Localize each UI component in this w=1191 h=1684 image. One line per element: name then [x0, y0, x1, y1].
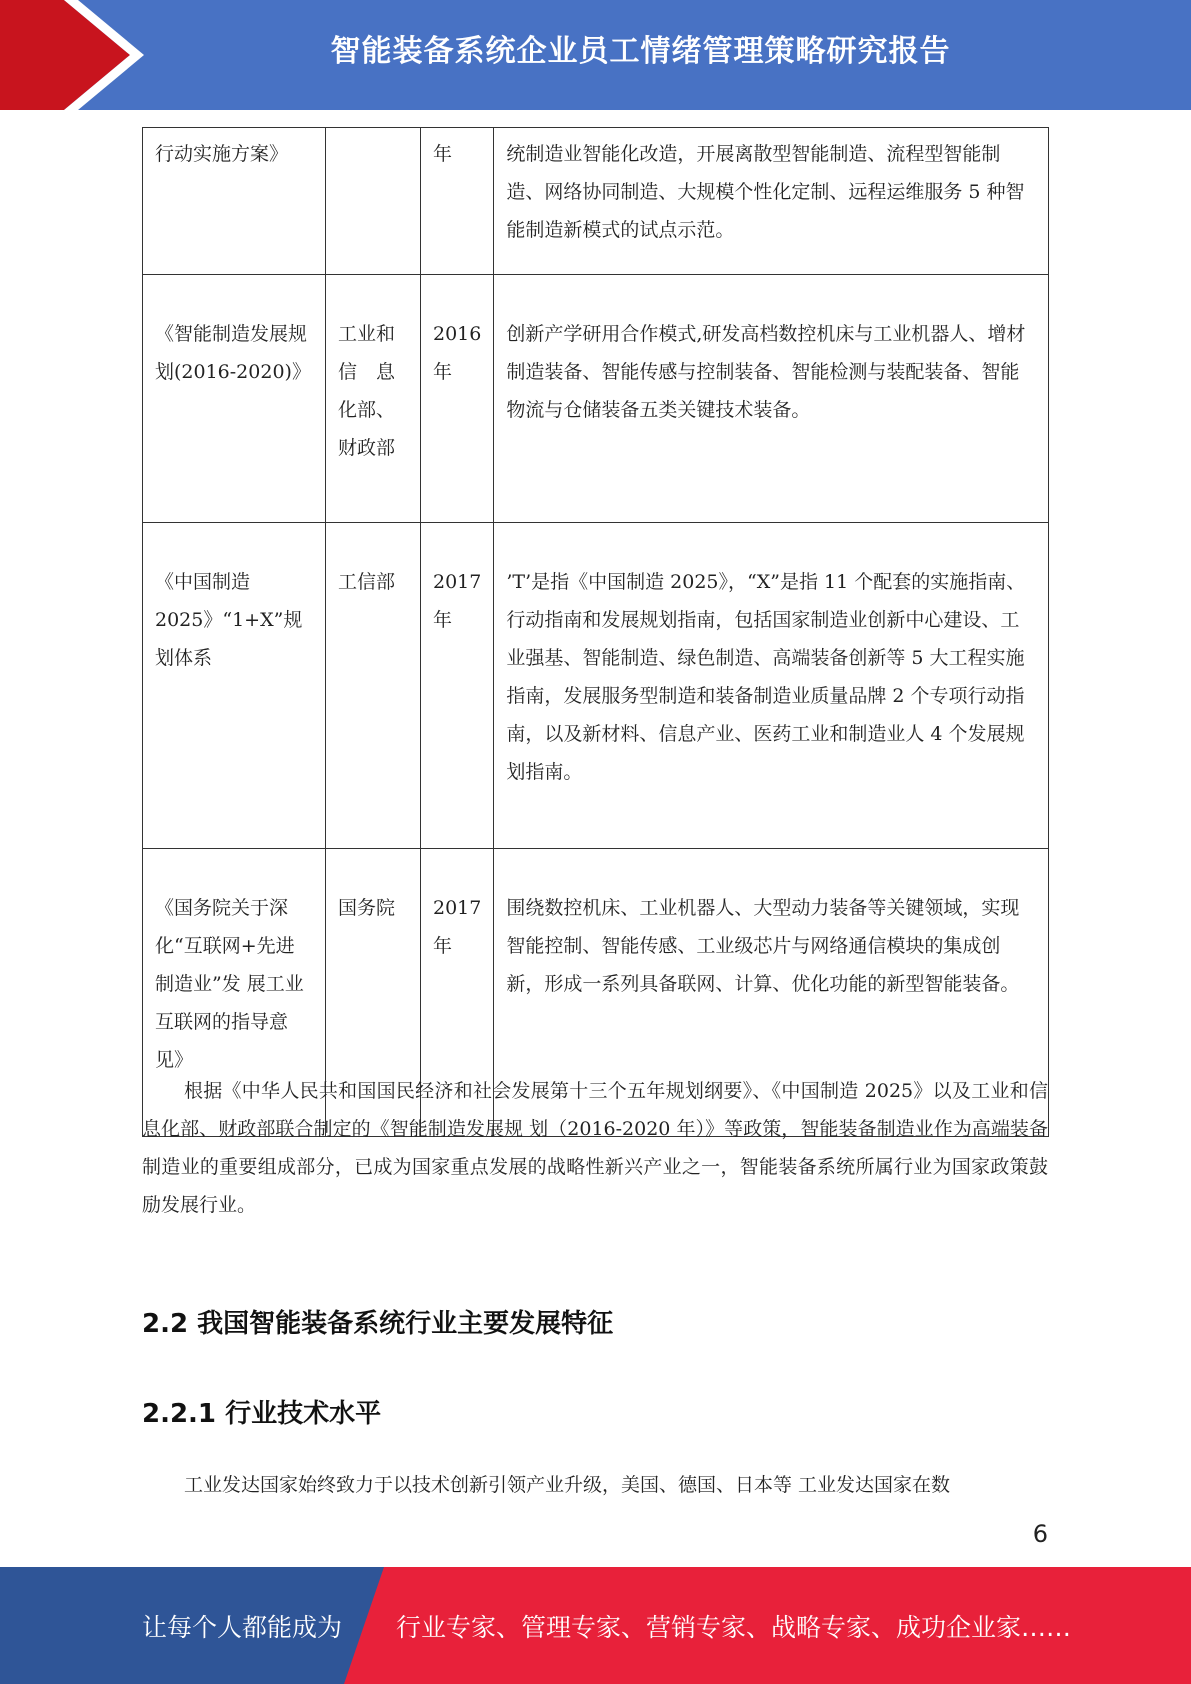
- section-heading: 2.2 我国智能装备系统行业主要发展特征: [142, 1309, 614, 1339]
- policy-summary-paragraph: 根据《中华人民共和国国民经济和社会发展第十三个五年规划纲要》、《中国制造 2025》以及工业和信息化部、财政部联合制定的《智能制造发展规 划（2016-2020 年）》等政策，智能装备制造业作为高端装备制造业的重要组成部分，已成为国家重点发展的战略性新兴产业之一，智能装备系统所属行业为国家政策鼓励发展行业。: [142, 1080, 1048, 1216]
- year-cell: 2017 年: [421, 849, 494, 1137]
- content-cell: 围绕数控机床、工业机器人、大型动力装备等关键领域，实现智能控制、智能传感、工业级芯片与网络通信模块的集成创新，形成一系列具备联网、计算、优化功能的新型智能装备。: [494, 849, 1049, 1137]
- technology-paragraph: 工业发达国家始终致力于以技术创新引领产业升级，美国、德国、日本等 工业发达国家在数: [184, 1474, 951, 1496]
- content-cell: ’T’是指《中国制造 2025》，“X”是指 11 个配套的实施指南、行动指南和发展规划指南，包括国家制造业创新中心建设、工业强基、智能制造、绿色制造、高端装备创新等 5 大工程实施指南，发展服务型制造和装备制造业质量品牌 2 个专项行动指南，以及新材料、信息产业、医药工业和制造业人 4 个发展规划指南。: [494, 523, 1049, 849]
- table-row: [143, 523, 1049, 849]
- footer-slogan-left: 让每个人都能成为: [142, 1613, 343, 1642]
- report-title: 智能装备系统企业员工情绪管理策略研究报告: [330, 34, 951, 69]
- page-number: 6: [1032, 1520, 1048, 1548]
- policy-name-cell: 《国务院关于深化“互联网+先进制造业”发 展工业互联网的指导意见》: [143, 849, 326, 1137]
- content-cell: 创新产学研用合作模式,研发高档数控机床与工业机器人、增材制造装备、智能传感与控制装备、智能检测与装配装备、智能物流与仓储装备五类关键技术装备。: [494, 275, 1049, 523]
- issuer-cell: 国务院: [326, 849, 421, 1137]
- issuer-cell: 工信部: [326, 523, 421, 849]
- page-header: [0, 0, 1191, 110]
- page-footer: [0, 1567, 1191, 1684]
- subsection-heading: 2.2.1 行业技术水平: [142, 1399, 382, 1429]
- year-cell: 2017 年: [421, 523, 494, 849]
- footer-slogan-right: 行业专家、管理专家、营销专家、战略专家、成功企业家……: [396, 1613, 1072, 1642]
- header-arrow-accent: [0, 0, 152, 110]
- policy-name-cell: 《智能制造发展规划(2016-2020)》: [143, 275, 326, 523]
- issuer-cell: 工业和信 息化部、财政部: [326, 275, 421, 523]
- issuer-cell: [326, 128, 421, 275]
- policy-table: [142, 127, 1049, 1137]
- table-row: [143, 128, 1049, 275]
- year-cell: 2016 年: [421, 275, 494, 523]
- year-cell: 年: [421, 128, 494, 275]
- content-cell: 统制造业智能化改造，开展离散型智能制造、流程型智能制造、网络协同制造、大规模个性化定制、远程运维服务 5 种智能制造新模式的试点示范。: [494, 128, 1049, 275]
- policy-name-cell: 《中国制造 2025》“1+X”规划体系: [143, 523, 326, 849]
- table-row: [143, 275, 1049, 523]
- policy-name-cell: 行动实施方案》: [143, 128, 326, 275]
